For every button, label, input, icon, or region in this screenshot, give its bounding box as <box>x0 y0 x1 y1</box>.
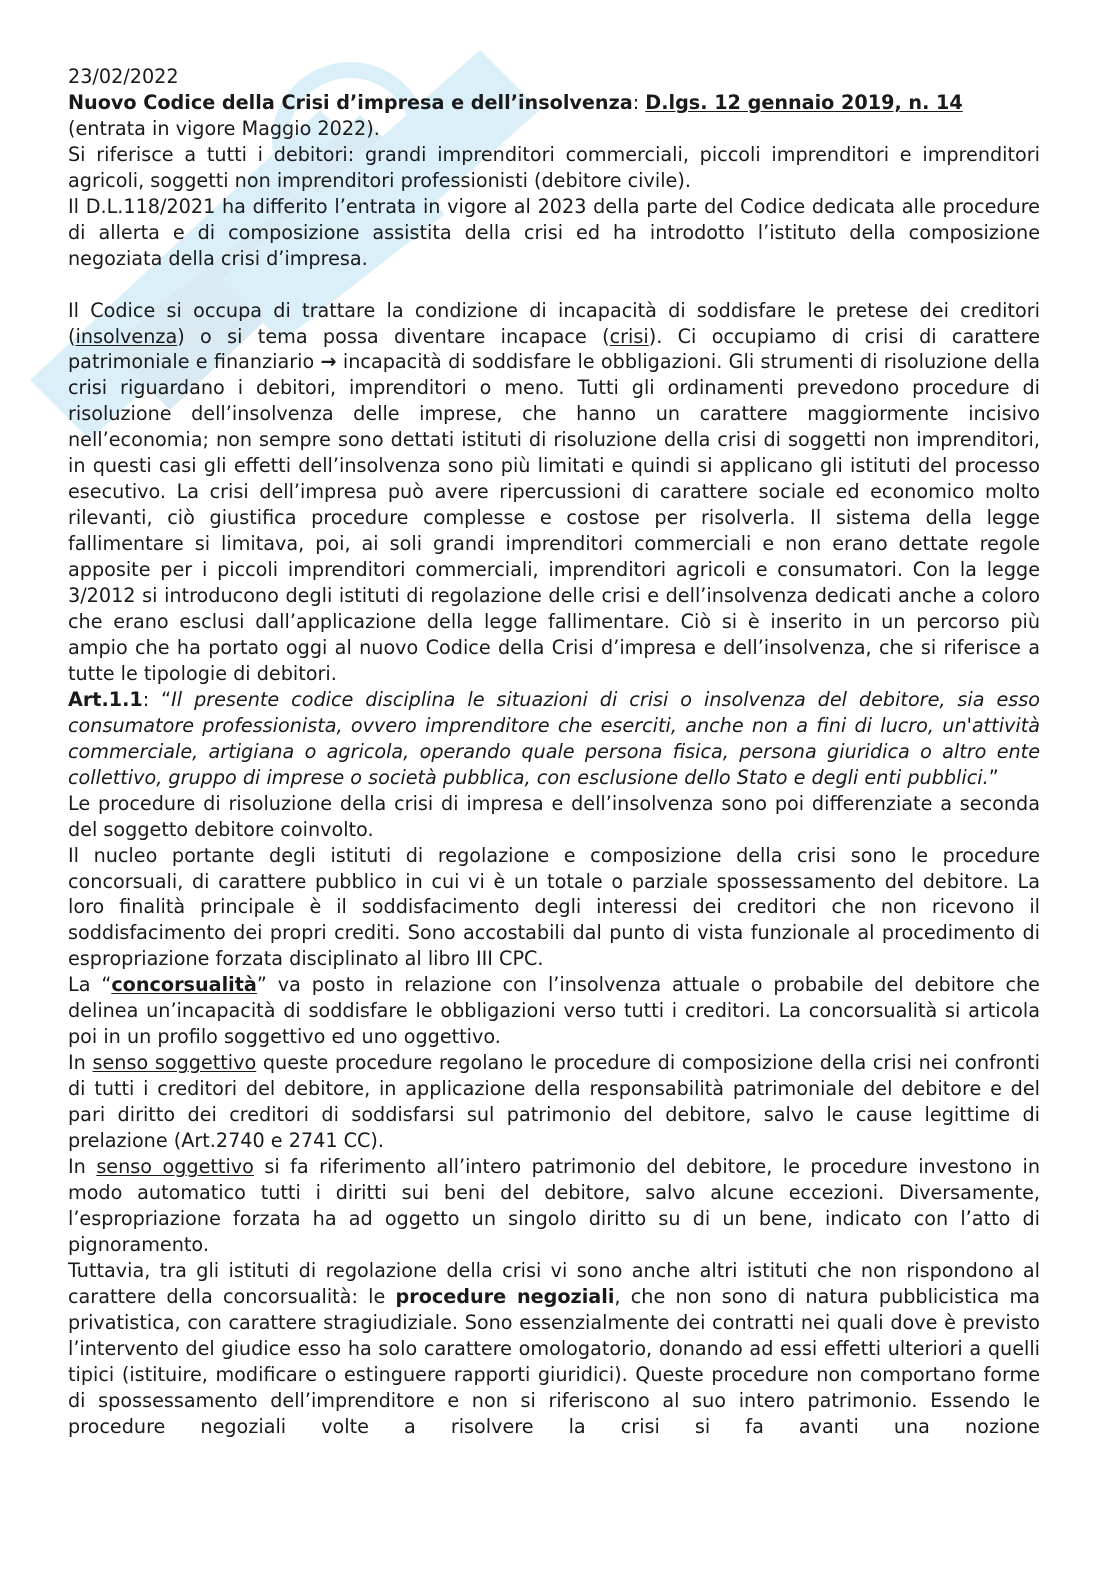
arrow-icon: → <box>320 350 337 374</box>
paragraph-6: La “concorsualità” va posto in relazione con l’insolvenza attuale o probabile del debitore che delinea un’incapacità di soddisfare le obbligazioni verso tutti i creditori. La concorsualità si articola poi in un profilo soggettivo ed uno oggettivo. <box>68 973 1040 1049</box>
paragraph-1: Si riferisce a tutti i debitori: grandi imprenditori commerciali, piccoli imprenditori e imprenditori agricoli, soggetti non imprenditori professionisti (debitore civile). <box>68 142 1040 192</box>
term-procedure-negoziali: procedure negoziali <box>395 1284 615 1308</box>
heading-note: (entrata in vigore Maggio 2022). <box>68 116 380 140</box>
term-senso-soggettivo: senso soggettivo <box>92 1051 257 1075</box>
paragraph-7: In senso soggettivo queste procedure regolano le procedure di composizione della crisi nei confronti di tutti i creditori del debitore, in applicazione della responsabilità patrimoniale del debitore e del pari diritto dei creditori di soddisfarsi sul patrimonio del debitore, salvo le cause legittime di prelazione (Art.2740 e 2741 CC). <box>68 1051 1040 1153</box>
document-date: 23/02/2022 <box>68 65 179 88</box>
paragraph-2: Il D.L.118/2021 ha differito l’entrata in vigore al 2023 della parte del Codice dedicata alle procedure di allerta e di composizione assistita della crisi ed ha introdotto l’istituto della composizione negoziata della crisi d’impresa. <box>68 194 1040 270</box>
paragraph-8: In senso oggettivo si fa riferimento all’intero patrimonio del debitore, le procedure investono in modo automatico tutti i diritti sui beni del debitore, salvo alcune eccezioni. Diversamente, l’espropriazione forzata ha ad oggetto un singolo diritto su di un bene, indicato con l’atto di pignoramento. <box>68 1155 1041 1256</box>
document-heading <box>68 90 1040 116</box>
paragraph-3: Il Codice si occupa di trattare la condizione di incapacità di soddisfare le pretese dei creditori (insolvenza) o si tema possa diventare incapace (crisi). Ci occupiamo di crisi di carattere patrimoniale e finanziario → incapacità di soddisfare le obbligazioni. Gli strumenti di risoluzione della crisi riguardano i debitori, imprenditori o meno. Tutti gli ordinamenti prevedono procedure di risoluzione dell’insolvenza delle imprese, che hanno un carattere maggiormente incisivo nell’economia; non sempre sono dettati istituti di risoluzione della crisi di soggetti non imprenditori, in questi casi gli effetti dell’insolvenza sono più limitati e quindi si applicano gli istituti del processo esecutivo. La crisi dell’impresa può avere ripercussioni di carattere sociale ed economico molto rilevanti, ciò giustifica procedure complesse e costose per risolverla. Il sistema della legge fallimentare si limitava, poi, ai soli grandi imprenditori commerciali e non erano dettate regole apposite per i piccoli imprenditori commerciali, imprenditori agricoli e consumatori. Con la legge 3/2012 si introducono degli istituti di regolazione delle crisi e dell’insolvenza dedicati anche a coloro che erano esclusi dall’applicazione della legge fallimentare. Ciò si è inserito in un percorso più ampio che ha portato oggi al nuovo Codice della Crisi d’impresa e dell’insolvenza, che si riferisce a tutte le tipologie di debitori. <box>68 298 1040 685</box>
paragraph-9: Tuttavia, tra gli istituti di regolazione della crisi vi sono anche altri istituti che non rispondono al carattere della concorsualità: le procedure negoziali, che non sono di natura pubblicistica ma privatistica, con carattere stragiudiziale. Sono essenzialmente dei contratti nei quali dove è previsto l’intervento del giudice esso ha solo carattere omologatorio, donando ad essi effetti ulteriori a quelli tipici (istituire, modificare o estinguere rapporti giuridici). Queste procedure non comportano forme di spossessamento dell’imprenditore e non si riferiscono al suo intero patrimonio. Essendo le procedure negoziali volte a risolvere la crisi si fa avanti una nozione <box>68 1258 1040 1438</box>
document-page <box>68 64 1040 1440</box>
term-crisi: crisi <box>609 324 649 348</box>
term-concorsualita: concorsualità <box>111 973 257 997</box>
heading-title: Nuovo Codice della Crisi d’impresa e dell’insolvenza <box>68 90 633 114</box>
paragraph-5: Il nucleo portante degli istituti di regolazione e composizione della crisi sono le procedure concorsuali, di carattere pubblico in cui vi è un totale o parziale spossessamento del debitore. La loro finalità principale è il soddisfacimento degli interessi dei creditori che non ricevono il soddisfacimento dei propri crediti. Sono accostabili dal punto di vista funzionale al procedimento di espropriazione forzata disciplinato al libro III CPC. <box>68 843 1040 971</box>
paragraph-4: Le procedure di risoluzione della crisi di impresa e dell’insolvenza sono poi differenziate a seconda del soggetto debitore coinvolto. <box>68 791 1040 841</box>
term-insolvenza: insolvenza <box>75 324 178 348</box>
heading-colon: : <box>632 90 646 114</box>
article-quote: Il presente codice disciplina le situazioni di crisi o insolvenza del debitore, sia esso consumatore professionista, ovvero imprenditore che eserciti, anche non a fini di lucro, un'attività commerciale, artigiana o agricola, operando quale persona fisica, persona giuridica o altro ente collettivo, gruppo di imprese o società pubblica, con esclusione dello Stato e degli enti pubblici. <box>68 687 1040 789</box>
article-label: Art.1.1 <box>68 687 143 711</box>
term-senso-oggettivo: senso oggettivo <box>96 1155 254 1179</box>
article-1-1: Art.1.1: “Il presente codice disciplina le situazioni di crisi o insolvenza del debitore, sia esso consumatore professionista, ovvero imprenditore che eserciti, anche non a fini di lucro, un'attività commerciale, artigiana o agricola, operando quale persona fisica, persona giuridica o altro ente collettivo, gruppo di imprese o società pubblica, con esclusione dello Stato e degli enti pubblici.” <box>68 687 1040 789</box>
decree-reference: D.lgs. 12 gennaio 2019, n. 14 <box>645 90 963 114</box>
